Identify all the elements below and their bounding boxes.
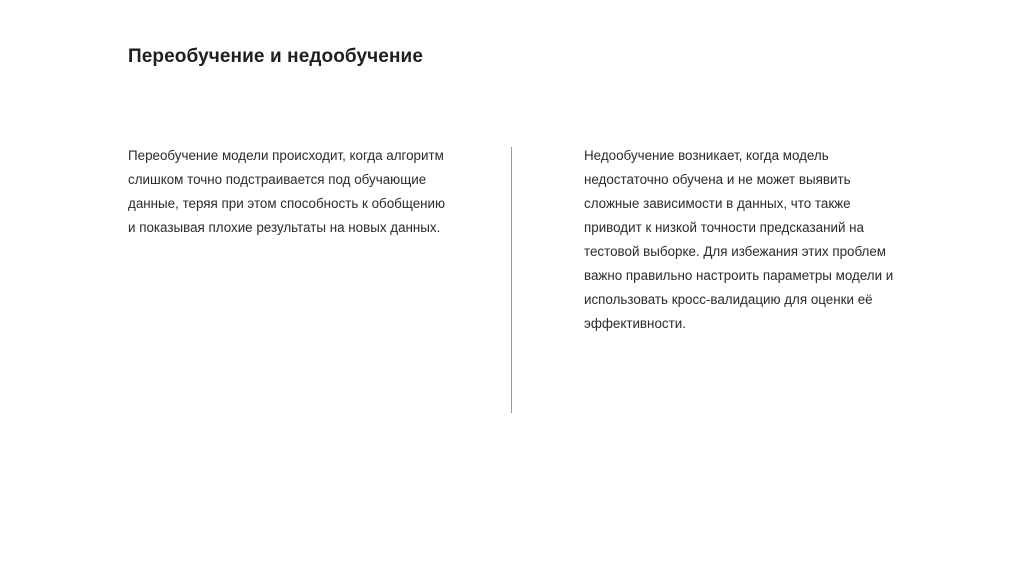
slide-title: Переобучение и недообучение [128, 46, 424, 67]
left-line: и показывая плохие результаты на новых данных. [128, 220, 441, 235]
right-line: эффективности. [584, 316, 686, 331]
right-line: приводит к низкой точности предсказаний на [584, 220, 864, 235]
left-line: слишком точно подстраивается под обучающие [128, 172, 427, 187]
right-line: важно правильно настроить параметры модели и [584, 268, 894, 283]
left-column-text [128, 144, 468, 240]
right-line: использовать кросс-валидацию для оценки её [584, 292, 873, 307]
left-line: Переобучение модели происходит, когда алгоритм [128, 148, 444, 163]
right-line: сложные зависимости в данных, что также [584, 196, 851, 211]
right-line: тестовой выборке. Для избежания этих проблем [584, 244, 887, 259]
column-divider [511, 147, 512, 413]
right-column-text [584, 144, 914, 336]
left-line: данные, теряя при этом способность к обобщению [128, 196, 446, 211]
right-line: Недообучение возникает, когда модель [584, 148, 829, 163]
right-line: недостаточно обучена и не может выявить [584, 172, 851, 187]
